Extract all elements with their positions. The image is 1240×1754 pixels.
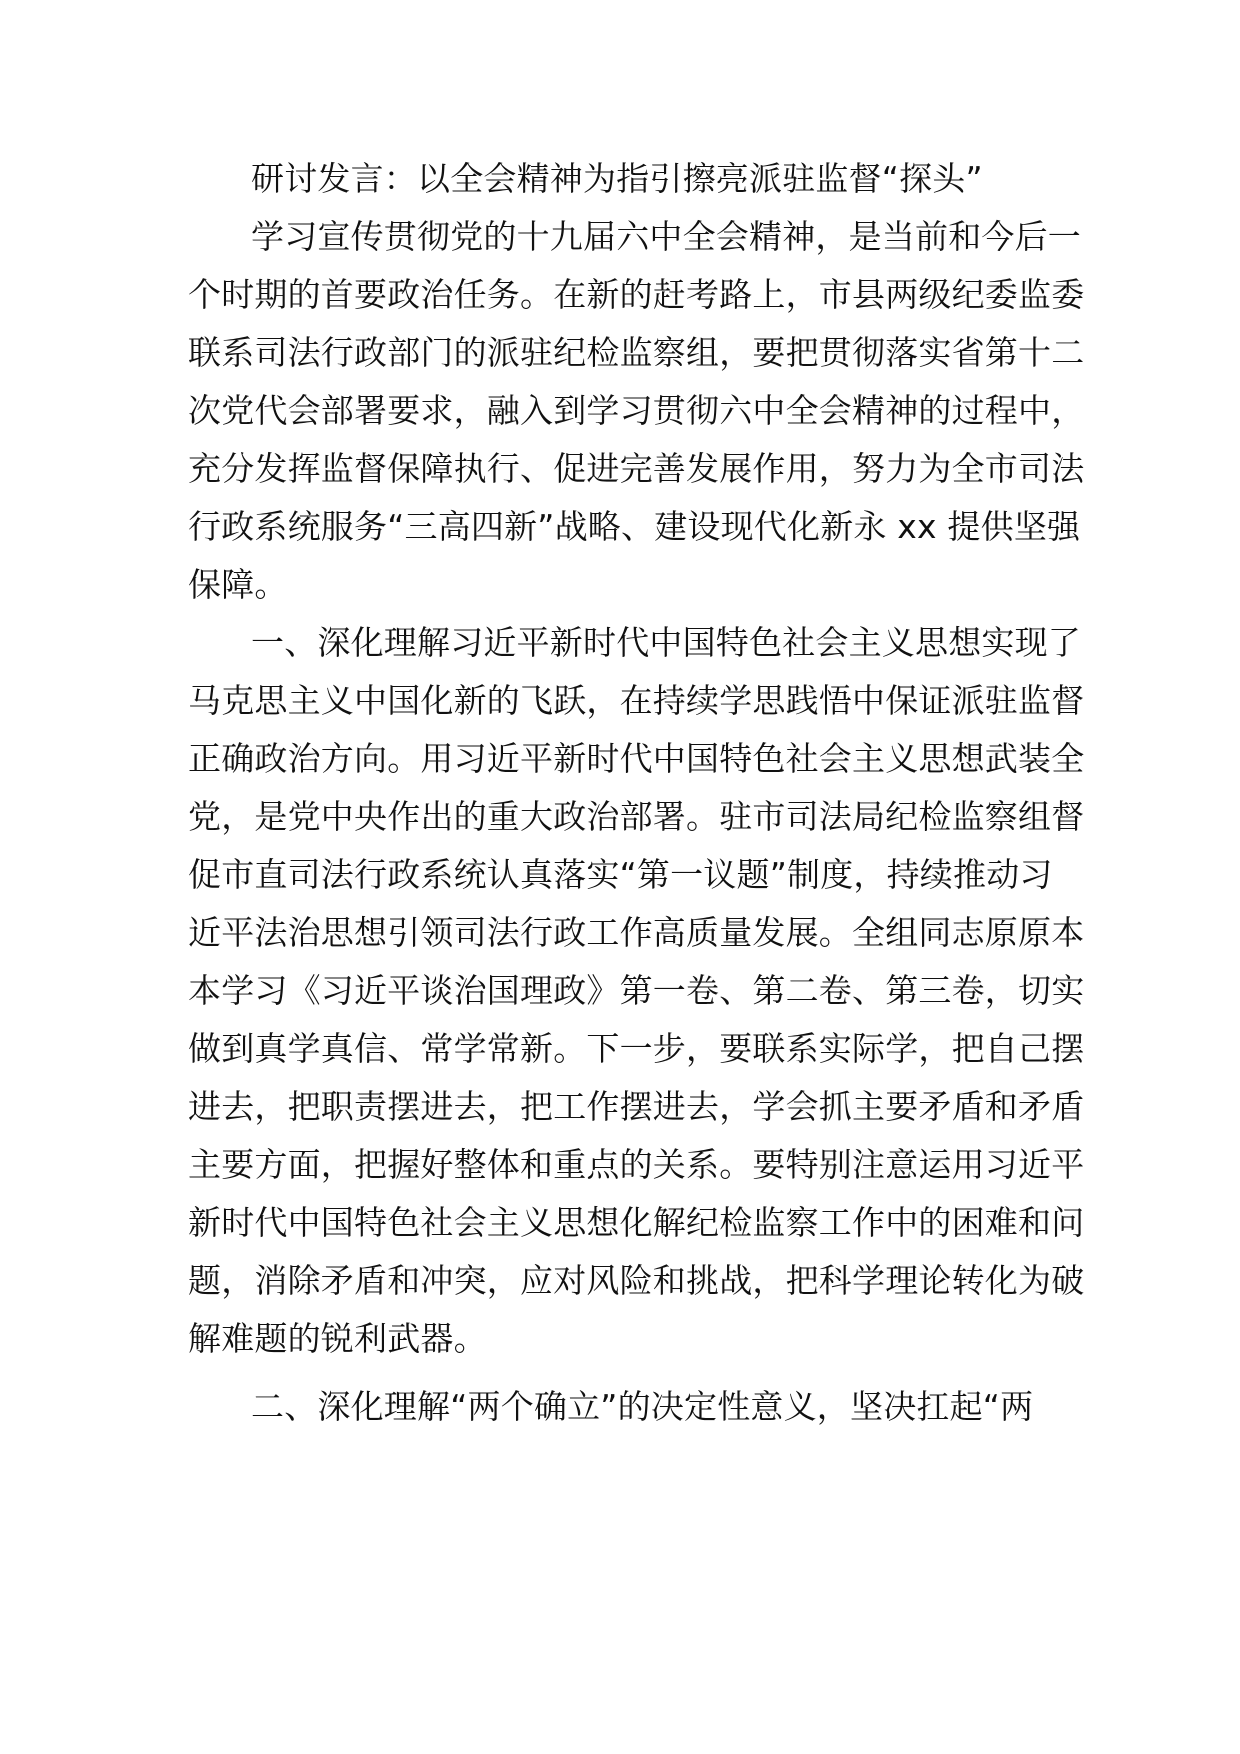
text-line: 党，是党中央作出的重大政治部署。驻市司法局纪检监察组督	[188, 797, 1085, 836]
text-line: 联系司法行政部门的派驻纪检监察组，要把贯彻落实省第十二	[188, 333, 1085, 372]
text-line: 充分发挥监督保障执行、促进完善发展作用，努力为全市司法	[188, 449, 1085, 488]
section-heading-line: 二、深化理解“两个确立”的决定性意义，坚决扛起“两	[251, 1387, 1034, 1426]
text-line: 进去，把职责摆进去，把工作摆进去，学会抓主要矛盾和矛盾	[188, 1087, 1085, 1126]
text-line: 保障。	[188, 565, 288, 604]
document-title: 研讨发言：以全会精神为指引擦亮派驻监督“探头”	[251, 159, 983, 198]
text-line: 题，消除矛盾和冲突，应对风险和挑战，把科学理论转化为破	[188, 1261, 1085, 1300]
text-line: 本学习《习近平谈治国理政》第一卷、第二卷、第三卷，切实	[188, 971, 1085, 1010]
text-line: 行政系统服务“三高四新”战略、建设现代化新永 xx 提供坚强	[188, 507, 1081, 546]
section-heading-line: 一、深化理解习近平新时代中国特色社会主义思想实现了	[251, 623, 1081, 662]
text-line: 正确政治方向。用习近平新时代中国特色社会主义思想武装全	[188, 739, 1085, 778]
text-line: 做到真学真信、常学常新。下一步，要联系实际学，把自己摆	[188, 1029, 1085, 1068]
text-line: 马克思主义中国化新的飞跃，在持续学思践悟中保证派驻监督	[188, 681, 1085, 720]
text-line: 解难题的锐利武器。	[188, 1319, 487, 1358]
text-line: 促市直司法行政系统认真落实“第一议题”制度，持续推动习	[188, 855, 1053, 894]
text-line: 主要方面，把握好整体和重点的关系。要特别注意运用习近平	[188, 1145, 1085, 1184]
text-line: 次党代会部署要求，融入到学习贯彻六中全会精神的过程中，	[188, 391, 1085, 430]
text-line: 近平法治思想引领司法行政工作高质量发展。全组同志原原本	[188, 913, 1085, 952]
text-line: 学习宣传贯彻党的十九届六中全会精神，是当前和今后一	[251, 217, 1081, 256]
text-line: 新时代中国特色社会主义思想化解纪检监察工作中的困难和问	[188, 1203, 1085, 1242]
text-line: 个时期的首要政治任务。在新的赶考路上，市县两级纪委监委	[188, 275, 1085, 314]
